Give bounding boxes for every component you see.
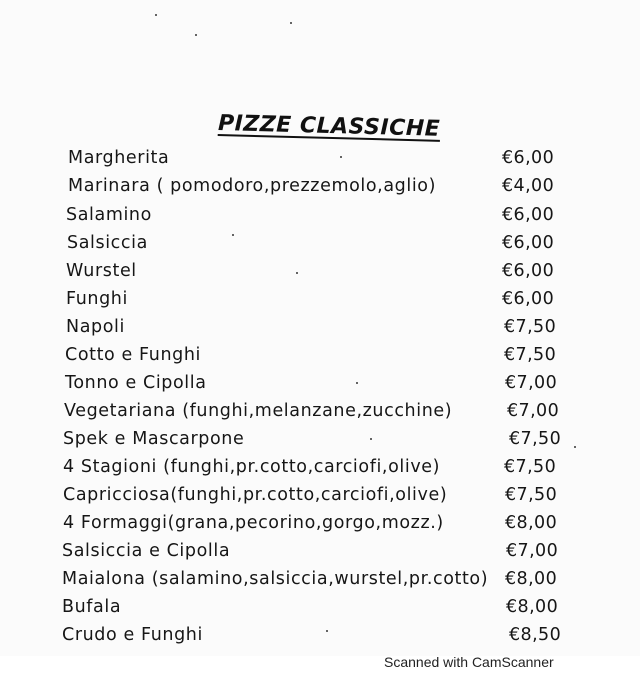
menu-item-name: Marinara ( pomodoro,prezzemolo,aglio) [68,176,437,196]
menu-item-name: Capricciosa(funghi,pr.cotto,carciofi,olive) [63,485,448,505]
menu-item [0,371,640,395]
menu-item [0,567,640,591]
menu-item-name: Vegetariana (funghi,melanzane,zucchine) [64,401,453,421]
menu-item-price: €6,00 [502,205,555,225]
menu-item-price: €7,50 [505,485,558,505]
menu-item-price: €8,00 [505,513,558,533]
menu-item-price: €6,00 [502,261,555,281]
menu-item [0,595,640,619]
menu-item-price: €6,00 [502,289,555,309]
menu-item [0,343,640,367]
menu-item [0,539,640,563]
menu-item [0,427,640,451]
menu-item-price: €7,00 [506,541,559,561]
menu-item-price: €7,50 [509,429,562,449]
menu-item-price: €6,00 [502,148,555,168]
menu-item [0,483,640,507]
menu-item-name: Margherita [68,148,170,168]
menu-item-name: Tonno e Cipolla [65,373,207,393]
menu-item [0,203,640,227]
menu-item-price: €7,00 [507,401,560,421]
menu-item [0,259,640,283]
menu-item-name: Maialona (salamino,salsiccia,wurstel,pr.cotto) [62,569,489,589]
menu-item-name: Napoli [66,317,125,337]
menu-item-name: Salsiccia e Cipolla [62,541,231,561]
menu-item [0,623,640,647]
menu-item [0,455,640,479]
menu-item-name: Bufala [62,597,122,617]
menu-item [0,146,640,170]
menu-title: PIZZE CLASSICHE [217,110,441,142]
menu-item-price: €8,00 [506,597,559,617]
menu-item-name: Salsiccia [67,233,148,253]
menu-item-name: Cotto e Funghi [65,345,202,365]
menu-item-price: €8,50 [509,625,562,645]
menu-item-price: €7,00 [505,373,558,393]
menu-item-price: €6,00 [502,233,555,253]
menu-item [0,399,640,423]
menu-item-name: 4 Formaggi(grana,pecorino,gorgo,mozz.) [63,513,444,533]
menu-item-name: Salamino [66,205,152,225]
menu-item-price: €7,50 [504,457,557,477]
menu-item-price: €4,00 [502,176,555,196]
menu-item-price: €7,50 [504,345,557,365]
menu-item-name: Crudo e Funghi [62,625,203,645]
menu-item [0,315,640,339]
menu-item-name: Funghi [66,289,128,309]
menu-item-name: 4 Stagioni (funghi,pr.cotto,carciofi,olive) [63,457,441,477]
menu-item-name: Wurstel [66,261,137,281]
menu-item-price: €7,50 [504,317,557,337]
menu-item [0,174,640,198]
menu-item-price: €8,00 [505,569,558,589]
menu-item [0,511,640,535]
menu-item [0,231,640,255]
camscanner-watermark: Scanned with CamScanner [384,654,554,670]
menu-item [0,287,640,311]
menu-item-name: Spek e Mascarpone [63,429,245,449]
